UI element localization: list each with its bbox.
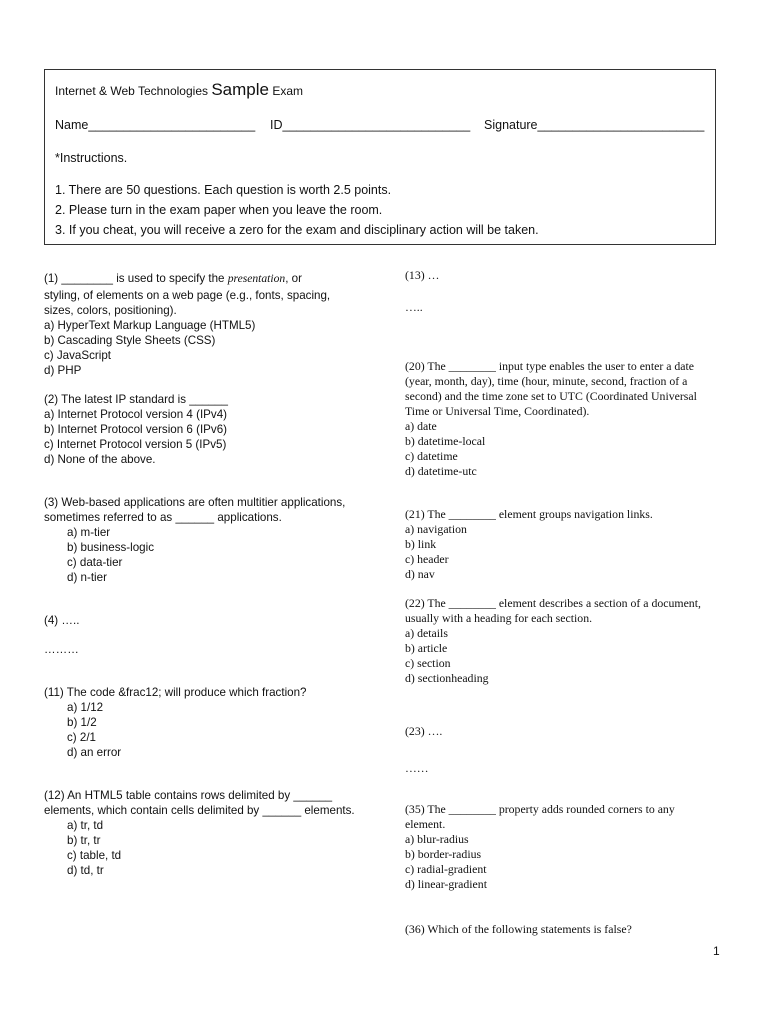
question-12-stem-line1: (12) An HTML5 table contains rows delimited by ______ bbox=[44, 789, 333, 802]
question-21-option-d: d) nav bbox=[405, 567, 435, 581]
question-12-stem-line2: elements, which contain cells delimited by ______ elements. bbox=[44, 804, 355, 817]
question-21-option-b: b) link bbox=[405, 537, 437, 551]
question-20-stem-line3: second) and the time zone set to UTC (Coordinated Universal bbox=[405, 389, 697, 403]
question-35-option-b: b) border-radius bbox=[405, 847, 482, 861]
question-22-option-b: b) article bbox=[405, 641, 448, 655]
question-2-option-c: c) Internet Protocol version 5 (IPv5) bbox=[44, 438, 227, 451]
question-3-stem-line2: sometimes referred to as ______ applications. bbox=[44, 511, 282, 524]
question-1-option-b: b) Cascading Style Sheets (CSS) bbox=[44, 334, 216, 347]
question-22-option-a: a) details bbox=[405, 626, 448, 640]
question-11-option-d: d) an error bbox=[67, 746, 122, 759]
question-11 bbox=[44, 685, 366, 760]
question-1-option-c: c) JavaScript bbox=[44, 349, 112, 362]
question-20-option-d: d) datetime-utc bbox=[405, 464, 477, 478]
question-20-option-c: c) datetime bbox=[405, 449, 458, 463]
question-2-option-a: a) Internet Protocol version 4 (IPv4) bbox=[44, 408, 228, 421]
question-11-option-a: a) 1/12 bbox=[67, 701, 104, 714]
question-23-ellipsis: …… bbox=[405, 761, 429, 775]
question-3-option-b: b) business-logic bbox=[67, 541, 154, 554]
question-13 bbox=[405, 268, 725, 315]
question-35 bbox=[405, 802, 725, 892]
question-21 bbox=[405, 507, 725, 582]
question-11-stem: (11) The code &frac12; will produce which fraction? bbox=[44, 686, 307, 699]
question-3-option-d: d) n-tier bbox=[67, 571, 107, 584]
question-3-stem-line1: (3) Web-based applications are often multitier applications, bbox=[44, 496, 346, 509]
question-11-option-c: c) 2/1 bbox=[67, 731, 96, 744]
question-1-stem-line3: sizes, colors, positioning). bbox=[44, 304, 177, 317]
name-field: Name________________________ bbox=[55, 118, 256, 132]
question-21-option-c: c) header bbox=[405, 552, 449, 566]
signature-field: Signature________________________ bbox=[484, 118, 705, 132]
question-3-option-a: a) m-tier bbox=[67, 526, 111, 539]
question-1-stem-line2: styling, of elements on a web page (e.g., fonts, spacing, bbox=[44, 289, 331, 302]
question-20-option-a: a) date bbox=[405, 419, 437, 433]
question-1-stem-prefix: (1) ________ is used to specify the bbox=[44, 272, 228, 285]
question-2-option-b: b) Internet Protocol version 6 (IPv6) bbox=[44, 423, 228, 436]
question-22-option-d: d) sectionheading bbox=[405, 671, 489, 685]
question-12-option-c: c) table, td bbox=[67, 849, 122, 862]
question-20-stem-line1: (20) The ________ input type enables the user to enter a date bbox=[405, 359, 695, 373]
question-20 bbox=[405, 359, 725, 479]
title-prefix: Internet & Web Technologies bbox=[55, 84, 208, 98]
question-2 bbox=[44, 392, 366, 467]
question-3 bbox=[44, 495, 366, 585]
instructions-heading: *Instructions. bbox=[55, 151, 128, 165]
question-1-stem bbox=[44, 271, 366, 286]
question-2-stem: (2) The latest IP standard is ______ bbox=[44, 393, 228, 406]
question-22-stem-line1: (22) The ________ element describes a section of a document, bbox=[405, 596, 701, 610]
instruction-1: 1. There are 50 questions. Each question is worth 2.5 points. bbox=[55, 183, 392, 197]
question-20-stem-line2: (year, month, day), time (hour, minute, second, fraction of a bbox=[405, 374, 688, 388]
question-1-option-d: d) PHP bbox=[44, 364, 82, 377]
question-20-option-b: b) datetime-local bbox=[405, 434, 486, 448]
question-12-option-d: d) td, tr bbox=[67, 864, 104, 877]
question-23 bbox=[405, 724, 725, 776]
page-number: 1 bbox=[713, 944, 720, 958]
question-12 bbox=[44, 788, 366, 878]
question-1-italic-term: presentation bbox=[227, 272, 286, 285]
instruction-3: 3. If you cheat, you will receive a zero for the exam and disciplinary action will be taken. bbox=[55, 223, 539, 237]
question-13-ellipsis: ….. bbox=[405, 300, 423, 314]
question-4 bbox=[44, 613, 366, 657]
question-12-option-a: a) tr, td bbox=[67, 819, 104, 832]
question-1-stem-suffix: , or bbox=[285, 272, 302, 285]
question-22-stem-line2: usually with a heading for each section. bbox=[405, 611, 593, 625]
question-35-option-a: a) blur-radius bbox=[405, 832, 469, 846]
exam-header-box bbox=[44, 69, 716, 245]
question-3-option-c: c) data-tier bbox=[67, 556, 123, 569]
question-35-option-d: d) linear-gradient bbox=[405, 877, 487, 891]
question-4-ellipsis: ……… bbox=[44, 643, 79, 656]
question-22-option-c: c) section bbox=[405, 656, 451, 670]
question-36 bbox=[405, 922, 725, 937]
title-sample: Sample bbox=[211, 80, 269, 99]
question-1 bbox=[44, 271, 366, 378]
question-12-option-b: b) tr, tr bbox=[67, 834, 101, 847]
exam-title bbox=[55, 80, 303, 100]
question-13-stem: (13) … bbox=[405, 268, 440, 282]
question-22 bbox=[405, 596, 725, 686]
question-35-stem-line2: element. bbox=[405, 817, 446, 831]
question-4-stem: (4) ….. bbox=[44, 614, 80, 627]
question-35-option-c: c) radial-gradient bbox=[405, 862, 487, 876]
id-field: ID___________________________ bbox=[270, 118, 471, 132]
title-suffix: Exam bbox=[272, 84, 304, 98]
question-1-option-a: a) HyperText Markup Language (HTML5) bbox=[44, 319, 256, 332]
instruction-2: 2. Please turn in the exam paper when you leave the room. bbox=[55, 203, 383, 217]
left-column bbox=[44, 271, 366, 878]
question-23-stem: (23) …. bbox=[405, 724, 443, 738]
question-21-stem: (21) The ________ element groups navigation links. bbox=[405, 507, 653, 521]
question-21-option-a: a) navigation bbox=[405, 522, 467, 536]
question-20-stem-line4: Time or Universal Time, Coordinated). bbox=[405, 404, 590, 418]
right-column bbox=[405, 268, 725, 937]
question-35-stem-line1: (35) The ________ property adds rounded corners to any bbox=[405, 802, 675, 816]
question-36-stem: (36) Which of the following statements is false? bbox=[405, 922, 632, 936]
question-11-option-b: b) 1/2 bbox=[67, 716, 97, 729]
question-2-option-d: d) None of the above. bbox=[44, 453, 156, 466]
